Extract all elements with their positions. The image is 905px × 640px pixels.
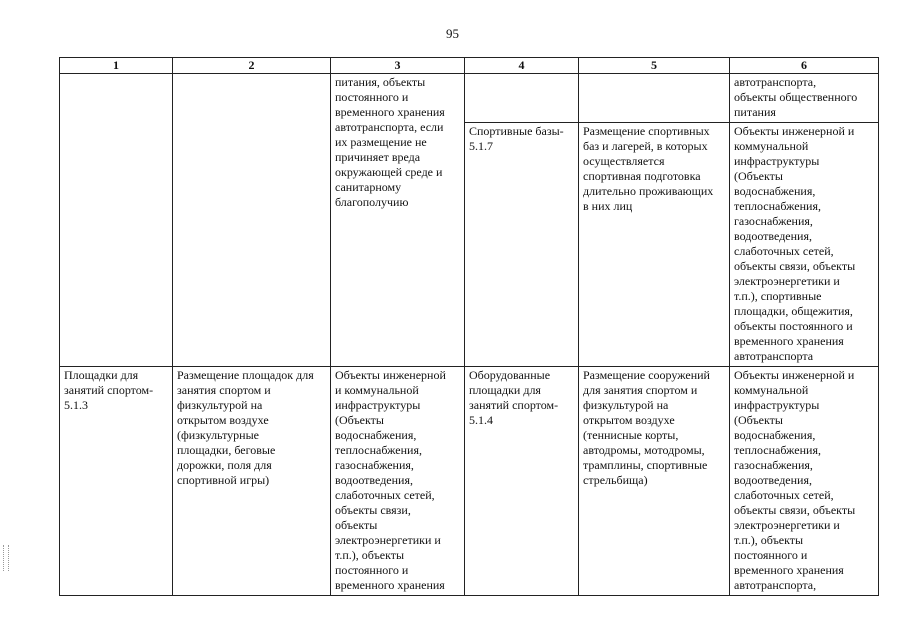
table-row bbox=[60, 74, 879, 123]
table-cell: Оборудованные площадки для занятий спортом- 5.1.4 bbox=[465, 367, 579, 596]
table-cell bbox=[579, 74, 730, 123]
table-cell bbox=[173, 74, 331, 367]
table-cell: автотранспорта, объекты общественного питания bbox=[730, 74, 879, 123]
column-header-1: 1 bbox=[60, 58, 173, 74]
table-cell: Площадки для занятий спортом- 5.1.3 bbox=[60, 367, 173, 596]
table-cell bbox=[465, 74, 579, 123]
table-cell: Объекты инженерной и коммунальной инфраструктуры (Объекты водоснабжения, теплоснабжения, газоснабжения, водоотведения, слаботочных сетей, объекты связи, объекты электроэнергетики и т.п.), спортивные площадки, общежития, объекты постоянного и временного хранения автотранспорта bbox=[730, 123, 879, 367]
table-header-row bbox=[60, 58, 879, 74]
table-cell bbox=[60, 74, 173, 367]
table-cell: питания, объекты постоянного и временного хранения автотранспорта, если их размещение не причиняет вреда окружающей среде и санитарному благополучию bbox=[331, 74, 465, 367]
column-header-3: 3 bbox=[331, 58, 465, 74]
regulations-table bbox=[59, 57, 879, 596]
page-number: 95 bbox=[446, 26, 459, 41]
column-header-4: 4 bbox=[465, 58, 579, 74]
column-header-2: 2 bbox=[173, 58, 331, 74]
table-cell: Спортивные базы- 5.1.7 bbox=[465, 123, 579, 367]
table-row bbox=[60, 367, 879, 596]
scan-margin-mark bbox=[3, 545, 9, 571]
column-header-5: 5 bbox=[579, 58, 730, 74]
table-cell: Размещение спортивных баз и лагерей, в которых осуществляется спортивная подготовка длительно проживающих в них лиц bbox=[579, 123, 730, 367]
table-cell: Объекты инженерной и коммунальной инфраструктуры (Объекты водоснабжения, теплоснабжения, газоснабжения, водоотведения, слаботочных сетей, объекты связи, объекты электроэнергетики и т.п.), объекты постоянного и временного хранения автотранспорта, bbox=[730, 367, 879, 596]
table-cell: Размещение сооружений для занятия спортом и физкультурой на открытом воздухе (теннисные корты, автодромы, мотодромы, трамплины, спортивные стрельбища) bbox=[579, 367, 730, 596]
column-header-6: 6 bbox=[730, 58, 879, 74]
table-cell: Размещение площадок для занятия спортом и физкультурой на открытом воздухе (физкультурные площадки, беговые дорожки, поля для спортивной игры) bbox=[173, 367, 331, 596]
table-cell: Объекты инженерной и коммунальной инфраструктуры (Объекты водоснабжения, теплоснабжения, газоснабжения, водоотведения, слаботочных сетей, объекты связи, объекты электроэнергетики и т.п.), объекты постоянного и временного хранения bbox=[331, 367, 465, 596]
